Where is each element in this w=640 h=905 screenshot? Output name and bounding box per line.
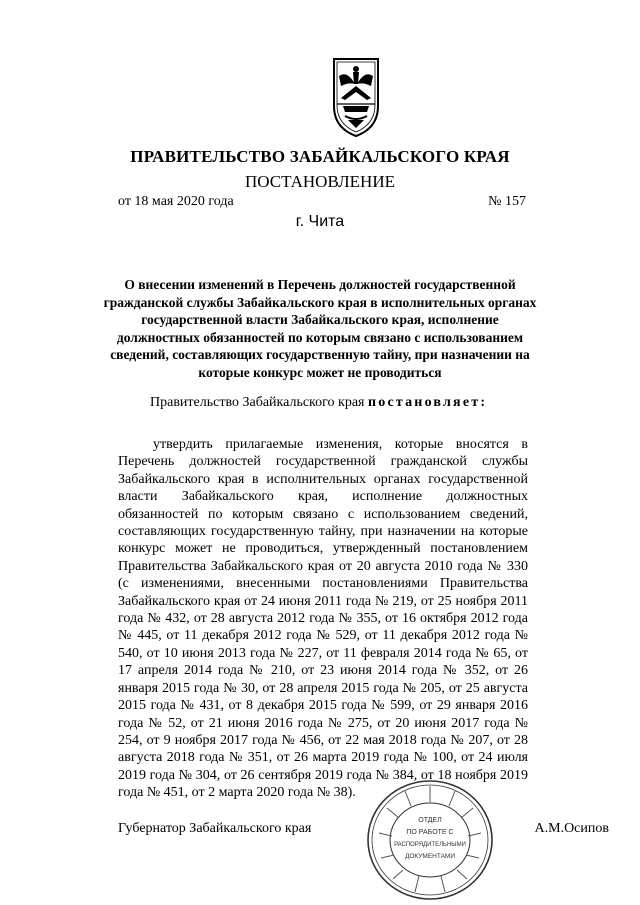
document-body: утвердить прилагаемые изменения, которые вносятся в Перечень должностей государственной гражданской службы Забайкальского края в исполнительных органах государственной власти Забайкальского края, исполнение должностных обязанностей по которым связано с использованием сведений, составляющих государственную тайну, при назначении на которые конкурс может не проводиться, утвержденный постановлением Правительства Забайкальского края от 20 августа 2010 года № 330 (с изменениями, внесенными постановлениями Правительства Забайкальского края от 24 июня 2011 года № 219, от 25 ноября 2011 года № 432, от 28 августа 2012 года № 355, от 16 октября 2012 года № 445, от 11 декабря 2012 года № 529, от 11 декабря 2012 года № 540, от 10 июня 2013 года № 227, от 11 февраля 2014 года № 65, от 17 апреля 2014 года № 210, от 23 июня 2014 года № 352, от 26 января 2015 года № 30, от 28 апреля 2015 года № 205, от 25 августа 2015 года № 431, от 8 декабря 2015 года № 599, от 29 января 2016 года № 52, от 21 июня 2016 года № 275, от 20 июня 2017 года № 254, от 9 ноября 2017 года № 456, от 22 мая 2018 года № 207, от 28 августа 2018 года № 351, от 26 марта 2019 года № 100, от 24 июля 2019 года № 304, от 26 сентября 2019 года № 384, от 18 ноября 2019 года № 451, от 2 марта 2020 года № 38).	[118, 437, 528, 801]
document-type: ПОСТАНОВЛЕНИЕ	[244, 172, 395, 191]
document-number: № 157	[488, 194, 526, 209]
seal-line-2: ПО РАБОТЕ С	[406, 829, 454, 836]
document-subject: О внесении изменений в Перечень должностей государственной гражданской службы Забайкальского края в исполнительных органах государственной власти Забайкальского края, исполнение должностных обязанностей по которым связано с использованием сведений, составляющих государственную тайну, при назначении на которые конкурс может не проводиться	[103, 277, 537, 380]
coat-of-arms-icon	[331, 56, 381, 138]
preamble-action: постановляет:	[367, 395, 488, 410]
preamble-text: Правительство Забайкальского края	[150, 395, 368, 410]
seal-line-4: ДОКУМЕНТАМИ	[404, 853, 456, 860]
document-city: г. Чита	[295, 213, 345, 230]
document-date: от 18 мая 2020 года	[118, 194, 234, 209]
official-seal-icon	[365, 778, 495, 903]
signer-position: Губернатор Забайкальского края	[118, 821, 312, 836]
seal-line-3: РАСПОРЯДИТЕЛЬНЫМИ	[394, 842, 466, 848]
preamble	[150, 395, 487, 411]
signer-name: А.М.Осипов	[534, 821, 609, 836]
government-title: ПРАВИТЕЛЬСТВО ЗАБАЙКАЛЬСКОГО КРАЯ	[130, 147, 510, 166]
seal-line-1: ОТДЕЛ	[418, 817, 442, 824]
